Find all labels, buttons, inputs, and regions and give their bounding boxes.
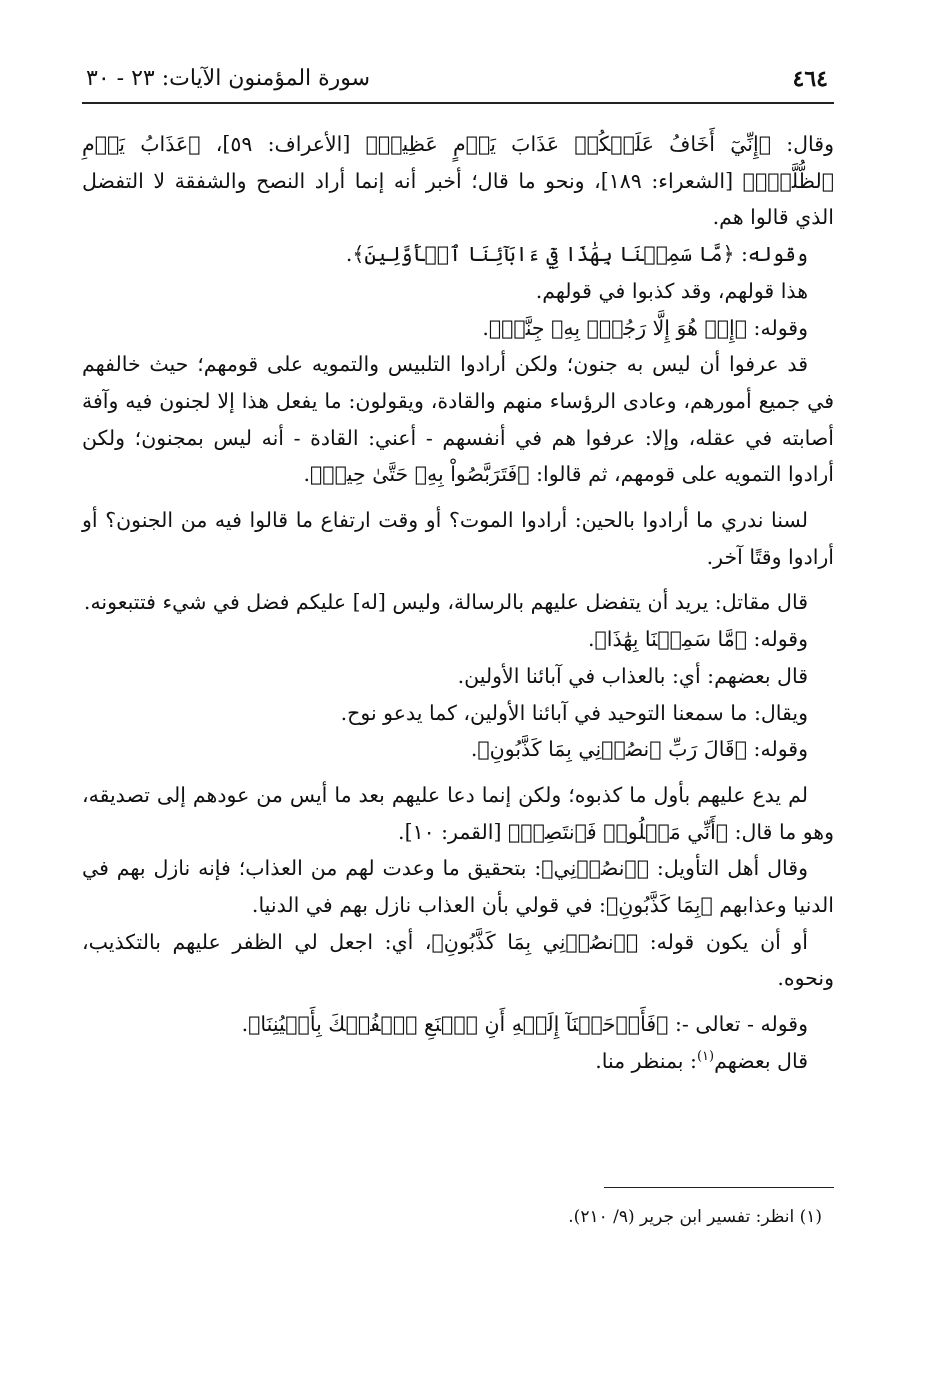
paragraph: وقوله: ﴿قَالَ رَبِّ ٱنصُرۡنِي بِمَا كَذَّبُونِ﴾. [470,737,808,762]
footnote-reference: (١) [696,1049,715,1065]
paragraph: وقال: ﴿إِنِّيٓ أَخَافُ عَلَيۡكُمۡ عَذَابَ يَوۡمٍ عَظِيمٖ﴾ [الأعراف: ٥٩]، ﴿عَذَابُ يَوۡمِ ٱلظُّلَّةِۚ﴾ [الشعراء: ١٨٩]، ونحو ما قال؛ أخبر أنه إنما أراد النصح والشفقة لا التفضل الذي قالوا هم. [82,132,834,230]
text-run: قال بعضهم [714,1048,808,1073]
footnote-text: (١) انظر: تفسير ابن جرير (٩/ ٢١٠). [568,1207,822,1227]
page-number: ٤٦٤ [792,66,828,92]
paragraph: لسنا ندري ما أرادوا بالحين: أرادوا الموت؟ أو وقت ارتفاع ما قالوا فيه من الجنون؟ أو أرادوا وقتًا آخر. [82,508,834,569]
footnote-divider [604,1187,834,1188]
paragraph: أو أن يكون قوله: ﴿ٱنصُرۡنِي بِمَا كَذَّبُونِ﴾، أي: اجعل لي الظفر عليهم بالتكذيب، ونحوه. [82,929,834,991]
text-run: : بمنظر منا. [595,1048,697,1073]
paragraph: قد عرفوا أن ليس به جنون؛ ولكن أرادوا التلبيس والتمويه على قومهم؛ حيث خالفهم في جميع أمورهم، وعادى الرؤساء منهم والقادة، ويقولون: ما يفعل هذا إلا لجنون فيه وآفة أصابته في عقله، وإلا: عرفوا هم في أنفسهم - أعني: القادة - أنه ليس بمجنون؛ ولكن أرادوا التمويه على قومهم، ثم قالوا: ﴿فَتَرَبَّصُواْ بِهِۦ حَتَّىٰ حِينٖ﴾. [82,352,834,487]
paragraph: وقوله - تعالى -: ﴿فَأَوۡحَيۡنَآ إِلَيۡهِ أَنِ ٱصۡنَعِ ٱلۡفُلۡكَ بِأَعۡيُنِنَا﴾. [241,1012,808,1037]
page-body [82,126,834,1080]
paragraph: لم يدع عليهم بأول ما كذبوه؛ ولكن إنما دعا عليهم بعد ما أيس من عودهم إلى تصديقه، وهو ما قال: ﴿أَنِّي مَغۡلُوبٞ فَٱنتَصِرۡ﴾ [القمر: ١٠]. [82,782,834,844]
paragraph: وقال أهل التأويل: ﴿ٱنصُرۡنِي﴾: بتحقيق ما وعدت لهم من العذاب؛ فإنه نازل بهم في الدنيا وعذابهم ﴿بِمَا كَذَّبُونِ﴾: في قولي بأن العذاب نازل بهم في الدنيا. [82,856,834,918]
paragraph: ويقال: ما سمعنا التوحيد في آبائنا الأولين، كما يدعو نوح. [340,700,808,725]
paragraph-with-footnote-ref [82,1043,834,1080]
paragraph: قال مقاتل: يريد أن يتفضل عليهم بالرسالة، وليس [له] عليكم فضل في شيء فتتبعونه. [83,590,808,615]
page-header [82,62,834,104]
running-title: سورة المؤمنون الآيات: ٢٣ - ٣٠ [86,66,371,91]
book-page [82,62,834,1080]
paragraph: وقوله: ﴿مَّا سَمِعۡنَا بِهَٰذَا فِيٓ ءَابَآئِنَا ٱلۡأَوَّلِينَ﴾. [345,242,808,267]
paragraph: وقوله: ﴿مَّا سَمِعۡنَا بِهَٰذَا﴾. [587,627,808,652]
paragraph: قال بعضهم: أي: بالعذاب في آبائنا الأولين. [457,663,808,688]
paragraph: وقوله: ﴿إِنۡ هُوَ إِلَّا رَجُلُۢ بِهِۦ جِنَّةٞ﴾. [482,315,808,340]
paragraph: هذا قولهم، وقد كذبوا في قولهم. [535,278,808,303]
